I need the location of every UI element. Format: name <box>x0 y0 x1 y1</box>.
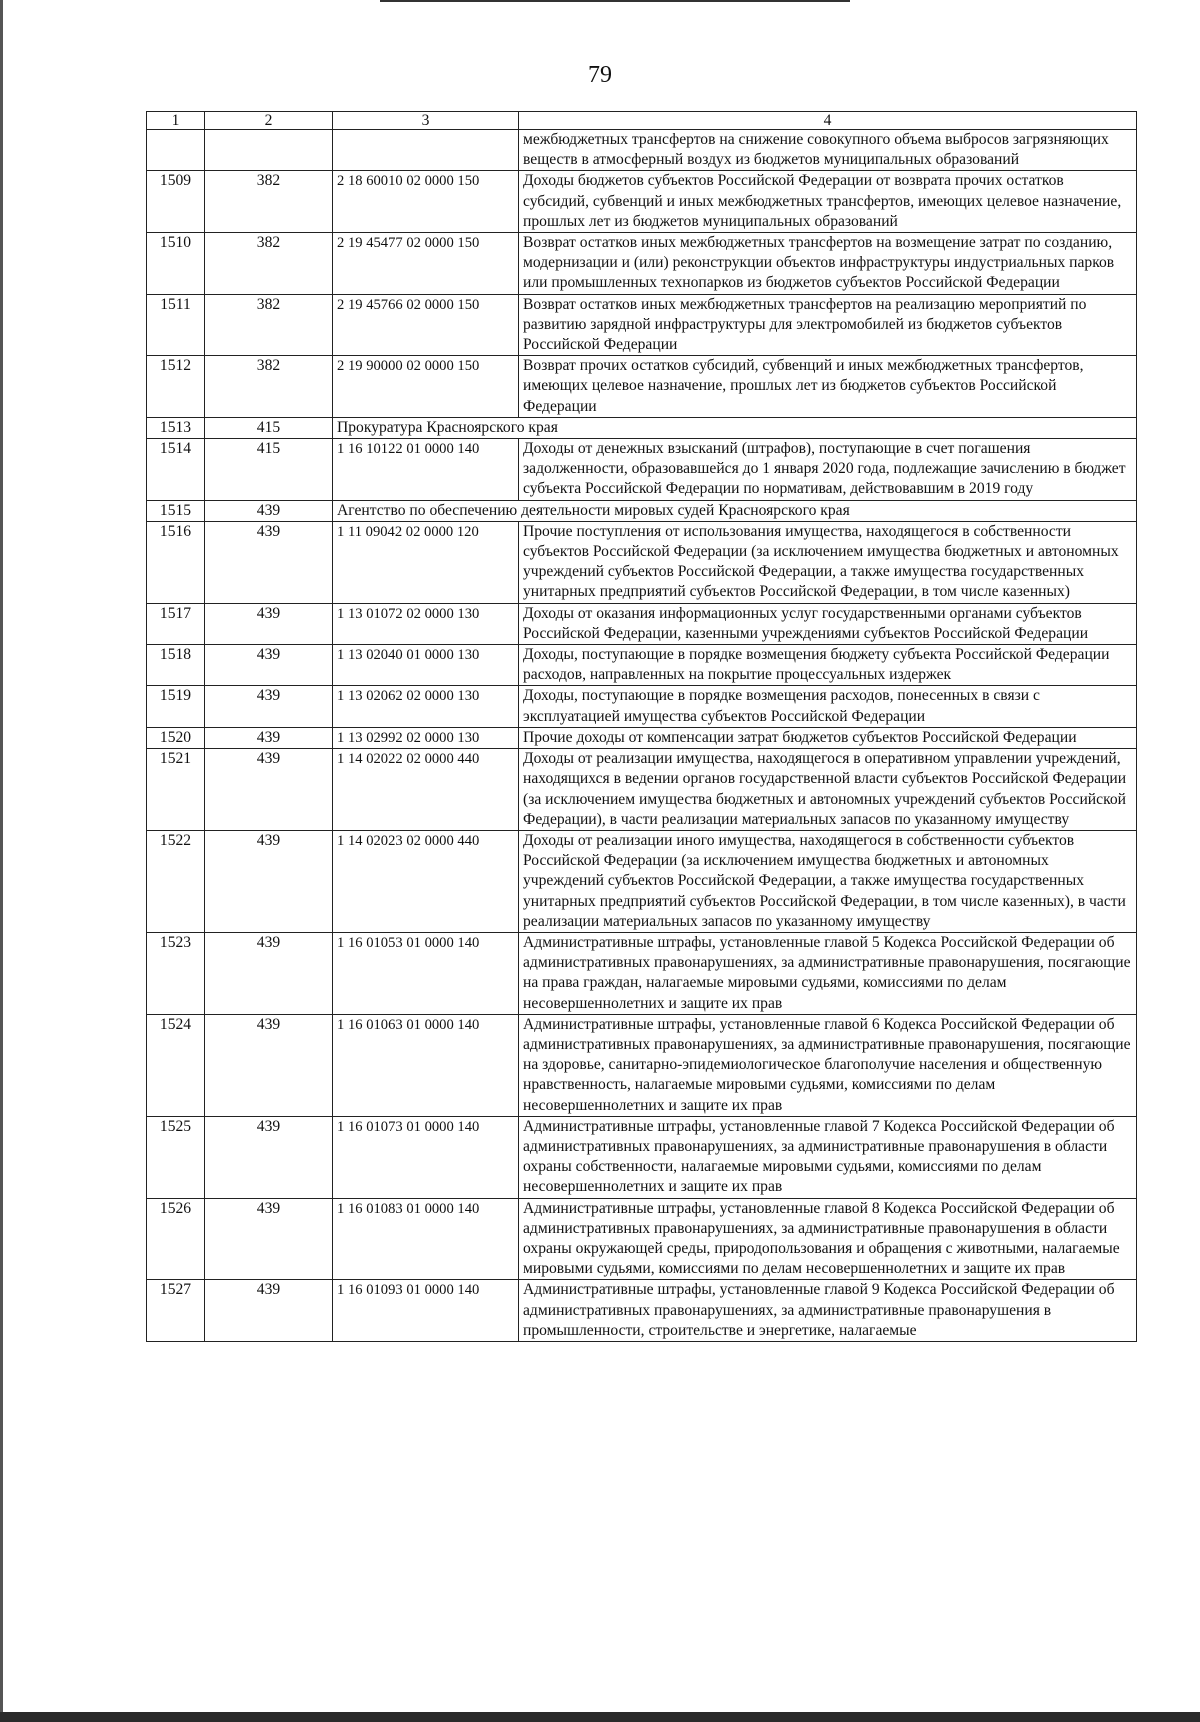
cell-section-title: Агентство по обеспечению деятельности мировых судей Красноярского края <box>333 500 1137 521</box>
cell-admin-code: 439 <box>205 727 333 748</box>
cell-description: Доходы, поступающие в порядке возмещения бюджету субъекта Российской Федерации расходов, направленных на покрытие процессуальных издержек <box>519 645 1137 686</box>
revenue-table <box>146 111 1137 1342</box>
cell-description: Возврат остатков иных межбюджетных трансфертов на реализацию мероприятий по развитию зарядной инфраструктуры для электромобилей из бюджетов субъектов Российской Федерации <box>519 294 1137 356</box>
table-body <box>147 130 1137 1342</box>
scan-edge-left <box>0 0 3 1722</box>
cell-revenue-code: 2 18 60010 02 0000 150 <box>333 171 519 233</box>
cell-section-title: Прокуратура Красноярского края <box>333 417 1137 438</box>
table-row <box>147 932 1137 1014</box>
cell-description: Доходы от денежных взысканий (штрафов), поступающие в счет погашения задолженности, образовавшейся до 1 января 2020 года, подлежащие зачислению в бюджет субъекта Российской Федерации по нормативам, действовавшим в 2019 году <box>519 439 1137 501</box>
cell-admin-code: 439 <box>205 645 333 686</box>
cell-revenue-code: 1 16 01073 01 0000 140 <box>333 1116 519 1198</box>
cell-num: 1509 <box>147 171 205 233</box>
cell-revenue-code: 1 16 01063 01 0000 140 <box>333 1014 519 1116</box>
cell-admin-code: 439 <box>205 500 333 521</box>
table-row <box>147 500 1137 521</box>
cell-admin-code: 415 <box>205 439 333 501</box>
cell-revenue-code <box>333 130 519 171</box>
table-header-row <box>147 112 1137 130</box>
cell-description: Возврат прочих остатков субсидий, субвенций и иных межбюджетных трансфертов, имеющих целевое назначение, прошлых лет из бюджетов субъектов Российской Федерации <box>519 356 1137 418</box>
cell-admin-code: 439 <box>205 521 333 603</box>
cell-description: Доходы бюджетов субъектов Российской Федерации от возврата прочих остатков субсидий, субвенций и иных межбюджетных трансфертов, имеющих целевое назначение, прошлых лет из бюджетов муниципальных образований <box>519 171 1137 233</box>
table-row <box>147 1014 1137 1116</box>
cell-revenue-code: 1 13 01072 02 0000 130 <box>333 603 519 644</box>
cell-admin-code: 382 <box>205 171 333 233</box>
cell-revenue-code: 1 16 10122 01 0000 140 <box>333 439 519 501</box>
cell-num: 1523 <box>147 932 205 1014</box>
table-row <box>147 294 1137 356</box>
header-col-2: 2 <box>205 112 333 130</box>
table-row <box>147 830 1137 932</box>
table-row <box>147 417 1137 438</box>
header-col-4: 4 <box>519 112 1137 130</box>
header-col-3: 3 <box>333 112 519 130</box>
scan-edge-top <box>380 0 850 2</box>
cell-num: 1512 <box>147 356 205 418</box>
cell-num: 1526 <box>147 1198 205 1280</box>
cell-description: Административные штрафы, установленные главой 5 Кодекса Российской Федерации об административных правонарушениях, за административные правонарушения, посягающие на права граждан, налагаемые мировыми судьями, комиссиями по делам несовершеннолетних и защите их прав <box>519 932 1137 1014</box>
table-row <box>147 645 1137 686</box>
cell-revenue-code: 2 19 45766 02 0000 150 <box>333 294 519 356</box>
cell-description: Возврат остатков иных межбюджетных трансфертов на возмещение затрат по созданию, модернизации и (или) реконструкции объектов инфраструктуры индустриальных парков или промышленных технопарков из бюджетов субъектов Российской Федерации <box>519 233 1137 295</box>
cell-description: Административные штрафы, установленные главой 8 Кодекса Российской Федерации об административных правонарушениях, за административные правонарушения в области охраны окружающей среды, природопользования и обращения с животными, налагаемые мировыми судьями, комиссиями по делам несовершеннолетних и защите их прав <box>519 1198 1137 1280</box>
table-row <box>147 1280 1137 1342</box>
cell-description: межбюджетных трансфертов на снижение совокупного объема выбросов загрязняющих веществ в атмосферный воздух из бюджетов муниципальных образований <box>519 130 1137 171</box>
table-row <box>147 686 1137 727</box>
cell-description: Доходы от реализации иного имущества, находящегося в собственности субъектов Российской Федерации (за исключением имущества бюджетных и автономных учреждений субъектов Российской Федерации, а также имущества государственных унитарных предприятий субъектов Российской Федерации, в том числе казенных), в части реализации материальных запасов по указанному имуществу <box>519 830 1137 932</box>
cell-description: Административные штрафы, установленные главой 7 Кодекса Российской Федерации об административных правонарушениях, за административные правонарушения в области охраны собственности, налагаемые мировыми судьями, комиссиями по делам несовершеннолетних и защите их прав <box>519 1116 1137 1198</box>
cell-revenue-code: 1 14 02023 02 0000 440 <box>333 830 519 932</box>
cell-num: 1522 <box>147 830 205 932</box>
header-col-1: 1 <box>147 112 205 130</box>
scan-edge-bottom <box>0 1712 1200 1722</box>
cell-num: 1510 <box>147 233 205 295</box>
table-row <box>147 1198 1137 1280</box>
table-row-continuation <box>147 130 1137 171</box>
cell-description: Административные штрафы, установленные главой 6 Кодекса Российской Федерации об административных правонарушениях, за административные правонарушения, посягающие на здоровье, санитарно-эпидемиологическое благополучие населения и общественную нравственность, налагаемые мировыми судьями, комиссиями по делам несовершеннолетних и защите их прав <box>519 1014 1137 1116</box>
cell-description: Прочие поступления от использования имущества, находящегося в собственности субъектов Российской Федерации (за исключением имущества бюджетных и автономных учреждений субъектов Российской Федерации, а также имущества государственных унитарных предприятий субъектов Российской Федерации, в том числе казенных) <box>519 521 1137 603</box>
cell-num: 1519 <box>147 686 205 727</box>
cell-admin-code: 439 <box>205 603 333 644</box>
table-row <box>147 233 1137 295</box>
cell-num: 1524 <box>147 1014 205 1116</box>
cell-admin-code: 439 <box>205 1014 333 1116</box>
cell-admin-code: 439 <box>205 1280 333 1342</box>
cell-admin-code: 382 <box>205 356 333 418</box>
cell-admin-code: 439 <box>205 1198 333 1280</box>
cell-revenue-code: 1 13 02062 02 0000 130 <box>333 686 519 727</box>
cell-revenue-code: 2 19 90000 02 0000 150 <box>333 356 519 418</box>
cell-num: 1515 <box>147 500 205 521</box>
table-row <box>147 1116 1137 1198</box>
cell-description: Доходы от оказания информационных услуг государственными органами субъектов Российской Федерации, казенными учреждениями субъектов Российской Федерации <box>519 603 1137 644</box>
cell-admin-code: 439 <box>205 686 333 727</box>
cell-num: 1516 <box>147 521 205 603</box>
cell-admin-code: 415 <box>205 417 333 438</box>
cell-admin-code: 382 <box>205 233 333 295</box>
cell-revenue-code: 1 13 02040 01 0000 130 <box>333 645 519 686</box>
table-row <box>147 603 1137 644</box>
cell-revenue-code: 1 16 01093 01 0000 140 <box>333 1280 519 1342</box>
cell-revenue-code: 2 19 45477 02 0000 150 <box>333 233 519 295</box>
cell-description: Доходы, поступающие в порядке возмещения расходов, понесенных в связи с эксплуатацией имущества субъектов Российской Федерации <box>519 686 1137 727</box>
table-row <box>147 727 1137 748</box>
cell-description: Административные штрафы, установленные главой 9 Кодекса Российской Федерации об административных правонарушениях, за административные правонарушения в промышленности, строительстве и энергетике, налагаемые <box>519 1280 1137 1342</box>
cell-admin-code: 439 <box>205 1116 333 1198</box>
cell-revenue-code: 1 16 01053 01 0000 140 <box>333 932 519 1014</box>
table-row <box>147 356 1137 418</box>
cell-revenue-code: 1 14 02022 02 0000 440 <box>333 749 519 831</box>
cell-description: Прочие доходы от компенсации затрат бюджетов субъектов Российской Федерации <box>519 727 1137 748</box>
cell-num: 1518 <box>147 645 205 686</box>
cell-admin-code: 439 <box>205 932 333 1014</box>
cell-revenue-code: 1 16 01083 01 0000 140 <box>333 1198 519 1280</box>
cell-num: 1514 <box>147 439 205 501</box>
cell-admin-code: 439 <box>205 830 333 932</box>
table-row <box>147 749 1137 831</box>
cell-num: 1521 <box>147 749 205 831</box>
cell-num: 1520 <box>147 727 205 748</box>
table-row <box>147 521 1137 603</box>
cell-admin-code <box>205 130 333 171</box>
cell-description: Доходы от реализации имущества, находящегося в оперативном управлении учреждений, находящихся в ведении органов государственной власти субъектов Российской Федерации (за исключением имущества бюджетных и автономных учреждений субъектов Российской Федерации), в части реализации материальных запасов по указанному имуществу <box>519 749 1137 831</box>
cell-revenue-code: 1 13 02992 02 0000 130 <box>333 727 519 748</box>
cell-admin-code: 382 <box>205 294 333 356</box>
table-row <box>147 439 1137 501</box>
cell-num: 1525 <box>147 1116 205 1198</box>
cell-num: 1517 <box>147 603 205 644</box>
cell-num: 1513 <box>147 417 205 438</box>
cell-num <box>147 130 205 171</box>
cell-admin-code: 439 <box>205 749 333 831</box>
cell-num: 1527 <box>147 1280 205 1342</box>
cell-revenue-code: 1 11 09042 02 0000 120 <box>333 521 519 603</box>
cell-num: 1511 <box>147 294 205 356</box>
table-row <box>147 171 1137 233</box>
page-number: 79 <box>588 62 612 88</box>
